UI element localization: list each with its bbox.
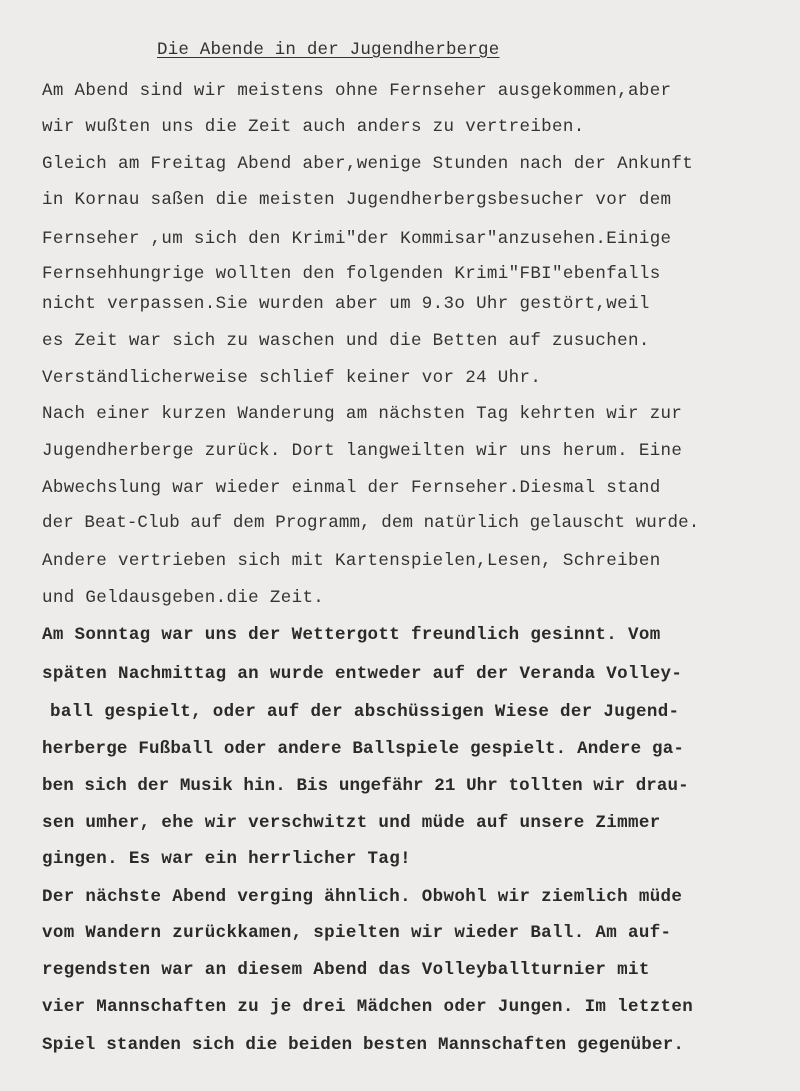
text-line: herberge Fußball oder andere Ballspiele gespielt. Andere ga- bbox=[42, 739, 685, 759]
text-line: späten Nachmittag an wurde entweder auf der Veranda Volley- bbox=[42, 664, 683, 684]
text-line: sen umher, ehe wir verschwitzt und müde auf unsere Zimmer bbox=[42, 813, 661, 833]
text-line: Fernseher ,um sich den Krimi"der Kommisar"anzusehen.Einige bbox=[42, 229, 672, 249]
text-line: Am Abend sind wir meistens ohne Fernseher ausgekommen,aber bbox=[42, 81, 672, 101]
text-line: es Zeit war sich zu waschen und die Betten auf zusuchen. bbox=[42, 331, 650, 351]
text-line: gingen. Es war ein herrlicher Tag! bbox=[42, 849, 411, 869]
text-line: Spiel standen sich die beiden besten Mannschaften gegenüber. bbox=[42, 1035, 685, 1055]
text-line: Andere vertrieben sich mit Kartenspielen,Lesen, Schreiben bbox=[42, 551, 661, 571]
page-title: Die Abende in der Jugendherberge bbox=[157, 40, 500, 60]
text-line: der Beat-Club auf dem Programm, dem natürlich gelauscht wurde. bbox=[42, 513, 700, 533]
text-line: Fernsehhungrige wollten den folgenden Krimi"FBI"ebenfalls bbox=[42, 264, 661, 284]
text-line: Verständlicherweise schlief keiner vor 24 Uhr. bbox=[42, 368, 542, 388]
text-line: Gleich am Freitag Abend aber,wenige Stunden nach der Ankunft bbox=[42, 154, 694, 174]
text-line: Abwechslung war wieder einmal der Fernseher.Diesmal stand bbox=[42, 478, 661, 498]
text-line: ball gespielt, oder auf der abschüssigen Wiese der Jugend- bbox=[50, 702, 680, 722]
text-line: regendsten war an diesem Abend das Volleyballturnier mit bbox=[42, 960, 650, 980]
text-line: und Geldausgeben.die Zeit. bbox=[42, 588, 325, 608]
text-line: wir wußten uns die Zeit auch anders zu vertreiben. bbox=[42, 117, 585, 137]
text-line: Jugendherberge zurück. Dort langweilten wir uns herum. Eine bbox=[42, 441, 683, 461]
text-line: nicht verpassen.Sie wurden aber um 9.3o Uhr gestört,weil bbox=[42, 294, 650, 314]
text-line: Am Sonntag war uns der Wettergott freundlich gesinnt. Vom bbox=[42, 625, 661, 645]
text-line: Der nächste Abend verging ähnlich. Obwohl wir ziemlich müde bbox=[42, 887, 683, 907]
text-line: vom Wandern zurückkamen, spielten wir wieder Ball. Am auf- bbox=[42, 923, 672, 943]
text-line: ben sich der Musik hin. Bis ungefähr 21 Uhr tollten wir drau- bbox=[42, 776, 689, 796]
text-line: vier Mannschaften zu je drei Mädchen oder Jungen. Im letzten bbox=[42, 997, 694, 1017]
text-line: Nach einer kurzen Wanderung am nächsten Tag kehrten wir zur bbox=[42, 404, 683, 424]
text-line: in Kornau saßen die meisten Jugendherbergsbesucher vor dem bbox=[42, 190, 672, 210]
